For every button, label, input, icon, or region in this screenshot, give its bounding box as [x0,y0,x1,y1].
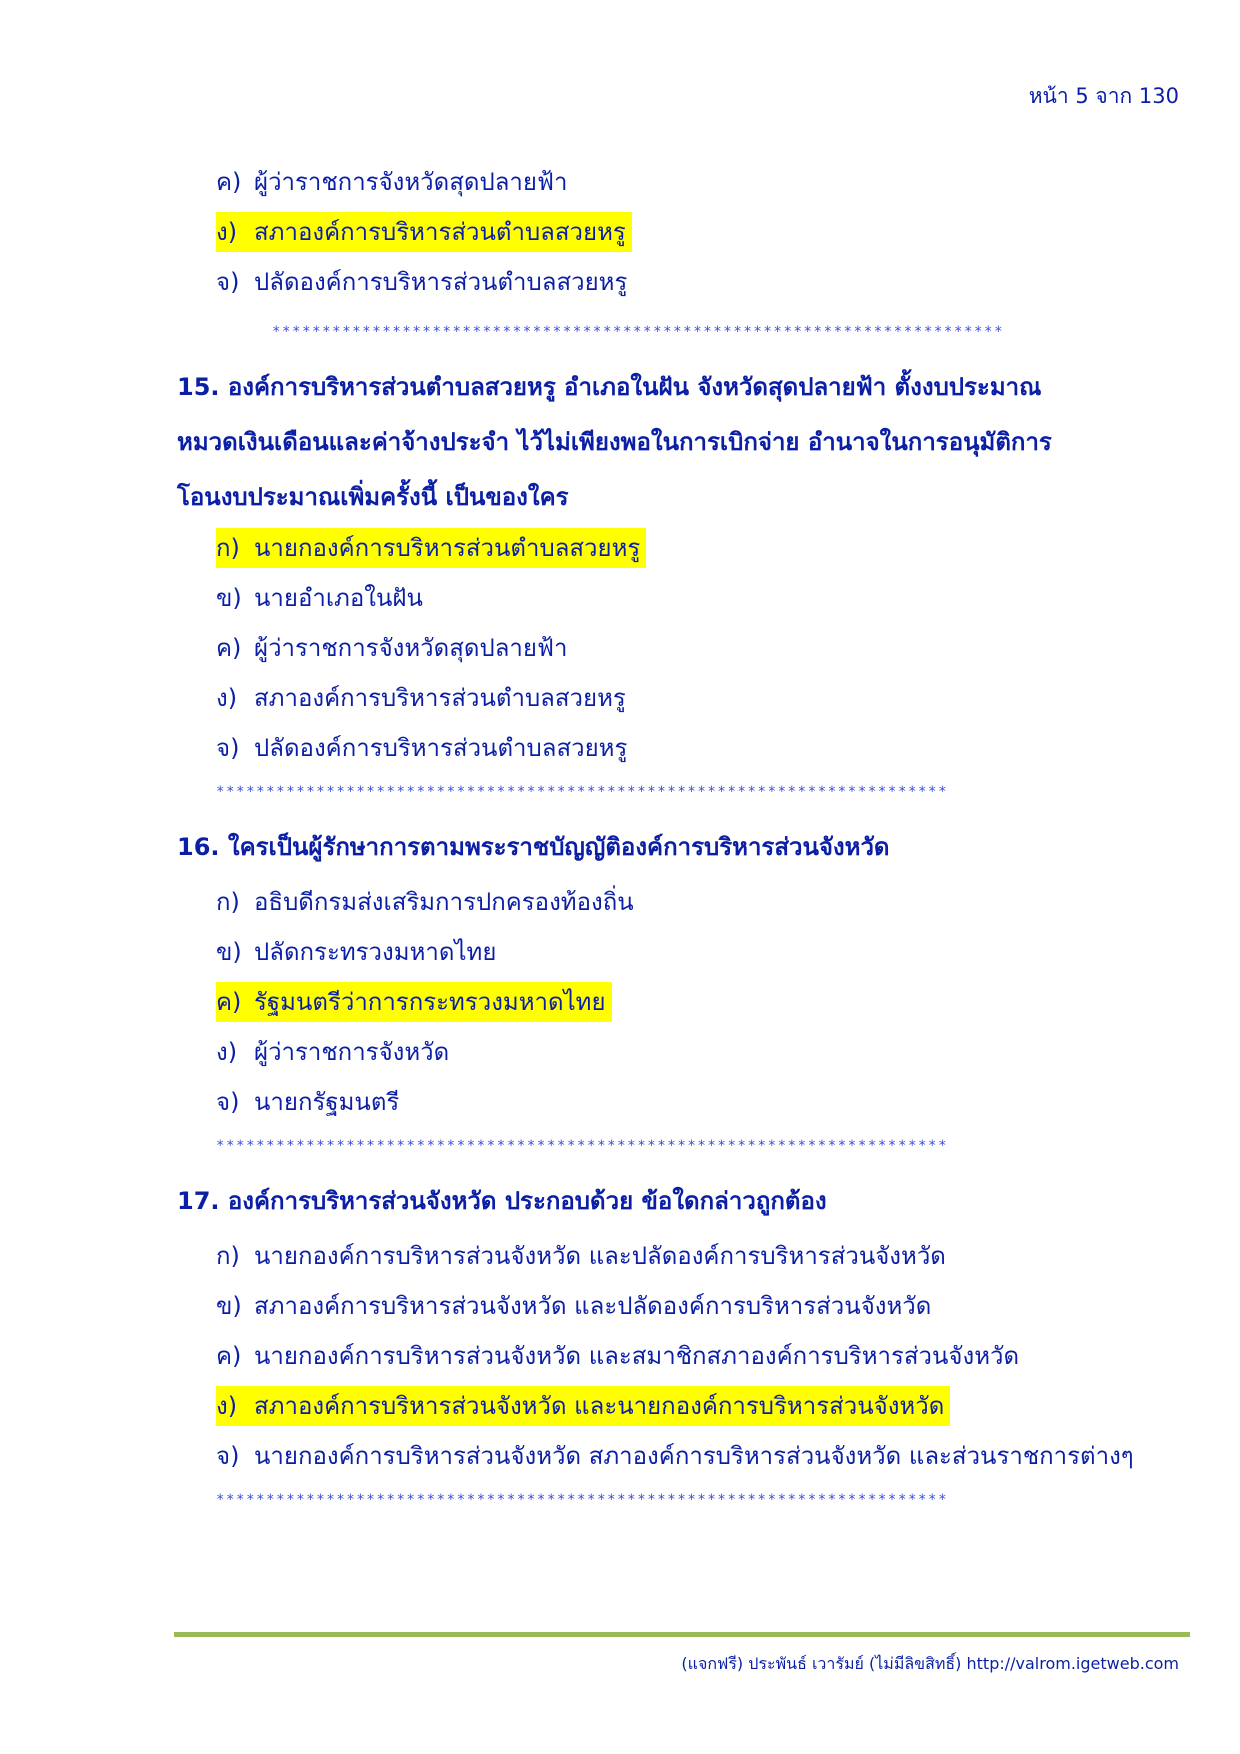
option-q16-d [216,1032,455,1072]
option-label: ก) [216,888,240,916]
question-15-line-2: หมวดเงินเดือนและค่าจ้างประจำ ไว้ไม่เพียงพอในการเบิกจ่าย อำนาจในการอนุมัติการ [177,428,1052,456]
question-15-line-3: โอนงบประมาณเพิ่มครั้งนี้ เป็นของใคร [177,483,569,511]
option-text: ผู้ว่าราชการจังหวัดสุดปลายฟ้า [254,634,568,662]
footer-rule [174,1632,1190,1637]
question-17: 17. องค์การบริหารส่วนจังหวัด ประกอบด้วย ข้อใดกล่าวถูกต้อง [177,1187,827,1215]
option-q16-e [216,1082,405,1122]
option-label: ค) [216,168,242,196]
option-q15-b [216,578,429,618]
option-text: ปลัดองค์การบริหารส่วนตำบลสวยหรู [254,734,628,762]
footer-credit: (แจกฟรี) ประพันธ์ เวารัมย์ (ไม่มีลิขสิทธิ์) http://valrom.igetweb.com [681,1654,1179,1673]
option-text: ปลัดกระทรวงมหาดไทย [254,938,497,966]
separator: ************************************************************************* [216,1492,949,1508]
option-q17-e [216,1436,1140,1476]
question-15-line-1: 15. องค์การบริหารส่วนตำบลสวยหรู อำเภอในฝัน จังหวัดสุดปลายฟ้า ตั้งงบประมาณ [177,373,1042,401]
option-q17-a [216,1236,952,1276]
option-text: รัฐมนตรีว่าการกระทรวงมหาดไทย [254,988,606,1016]
option-label: ข) [216,1292,242,1320]
option-q14-d-answer [216,212,632,252]
option-q16-a [216,882,640,922]
option-label: ง) [216,684,238,712]
option-label: ค) [216,634,242,662]
option-text: สภาองค์การบริหารส่วนตำบลสวยหรู [254,684,626,712]
option-text: นายอำเภอในฝัน [254,584,423,612]
option-q15-e [216,728,633,768]
option-text: อธิบดีกรมส่งเสริมการปกครองท้องถิ่น [254,888,634,916]
option-text: ผู้ว่าราชการจังหวัด [254,1038,450,1066]
page-number: หน้า 5 จาก 130 [1028,84,1179,108]
option-q14-c [216,162,573,202]
option-text: นายกองค์การบริหารส่วนตำบลสวยหรู [254,534,641,562]
question-16: 16. ใครเป็นผู้รักษาการตามพระราชบัญญัติองค์การบริหารส่วนจังหวัด [177,833,890,861]
option-text: ผู้ว่าราชการจังหวัดสุดปลายฟ้า [254,168,568,196]
option-q16-c-answer [216,982,612,1022]
option-label: ก) [216,534,240,562]
option-q15-d [216,678,632,718]
option-label: จ) [216,268,240,296]
option-text: นายกองค์การบริหารส่วนจังหวัด สภาองค์การบริหารส่วนจังหวัด และส่วนราชการต่างๆ [254,1442,1134,1470]
option-label: จ) [216,734,240,762]
option-q17-d-answer [216,1386,950,1426]
option-text: นายกองค์การบริหารส่วนจังหวัด และสมาชิกสภาองค์การบริหารส่วนจังหวัด [254,1342,1020,1370]
option-label: ก) [216,1242,240,1270]
option-q16-b [216,932,502,972]
option-label: ค) [216,1342,242,1370]
option-q17-b [216,1286,937,1326]
option-q15-c [216,628,573,668]
option-q14-e [216,262,633,302]
option-text: สภาองค์การบริหารส่วนจังหวัด และนายกองค์การบริหารส่วนจังหวัด [254,1392,945,1420]
option-text: ปลัดองค์การบริหารส่วนตำบลสวยหรู [254,268,628,296]
option-label: ง) [216,1038,238,1066]
option-label: ง) [216,218,238,246]
option-label: ง) [216,1392,238,1420]
option-label: ค) [216,988,242,1016]
option-label: จ) [216,1088,240,1116]
option-text: สภาองค์การบริหารส่วนตำบลสวยหรู [254,218,626,246]
separator: ************************************************************************* [216,784,949,800]
option-label: จ) [216,1442,240,1470]
option-label: ข) [216,938,242,966]
option-text: นายกองค์การบริหารส่วนจังหวัด และปลัดองค์การบริหารส่วนจังหวัด [254,1242,946,1270]
option-text: นายกรัฐมนตรี [254,1088,400,1116]
option-q15-a-answer [216,528,646,568]
option-text: สภาองค์การบริหารส่วนจังหวัด และปลัดองค์การบริหารส่วนจังหวัด [254,1292,932,1320]
separator: ************************************************************************* [272,324,1005,340]
option-label: ข) [216,584,242,612]
option-q17-c [216,1336,1025,1376]
separator: ************************************************************************* [216,1138,949,1154]
